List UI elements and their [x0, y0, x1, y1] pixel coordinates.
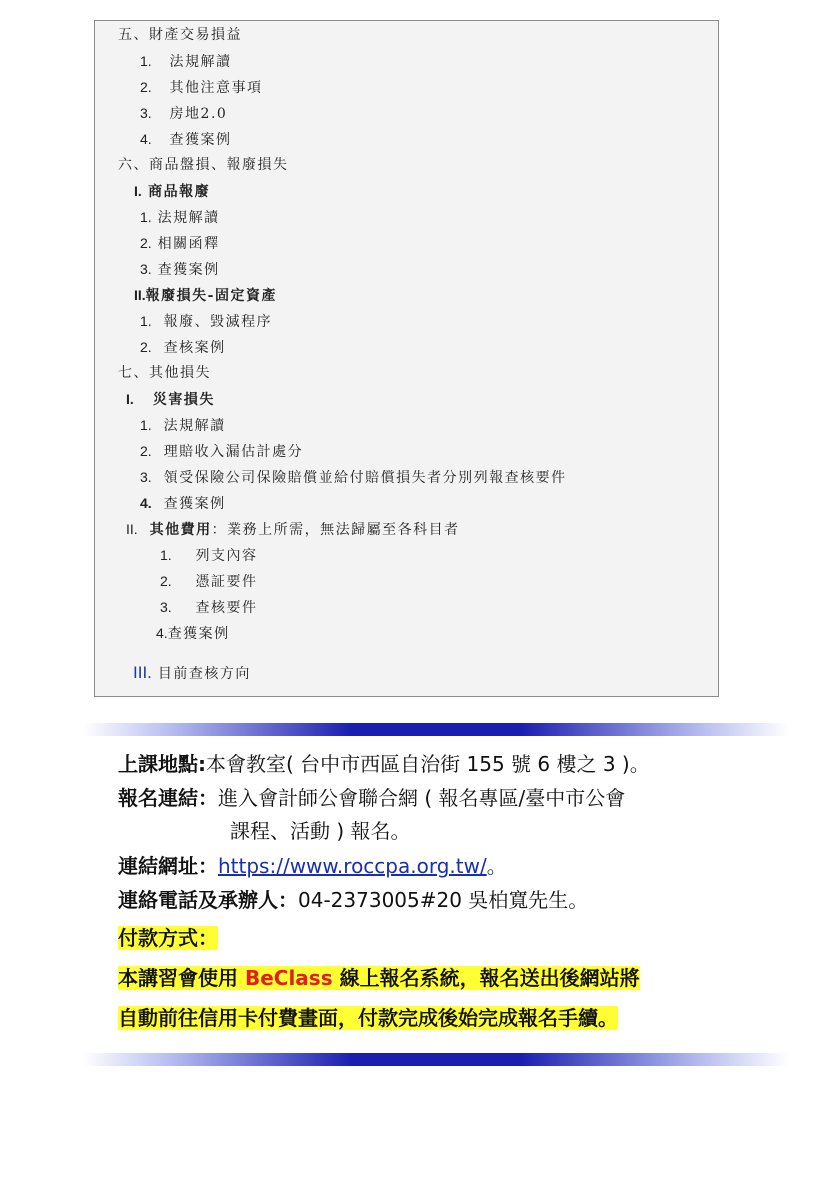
location-label: 上課地點:: [118, 752, 206, 776]
list-item: 1. 列支內容: [160, 547, 258, 564]
subsection-heading: I. 商品報廢: [134, 183, 211, 200]
list-item: 4. 查獲案例: [140, 131, 232, 148]
signup-label: 報名連結：: [118, 786, 218, 810]
payment-line-2: 自動前往信用卡付費畫面，付款完成後始完成報名手續。: [118, 1006, 618, 1030]
subsection-heading: III. 目前查核方向: [133, 663, 251, 682]
payment-label: 付款方式：: [118, 926, 218, 950]
url-label: 連結網址：: [118, 854, 218, 878]
section-5-title: 五、財產交易損益: [118, 27, 242, 43]
list-item: 2. 理賠收入漏估計處分: [140, 443, 304, 460]
contact-line: [118, 888, 588, 912]
list-item: 4.查獲案例: [156, 625, 230, 642]
phone-label: 連絡電話及承辦人：: [118, 888, 298, 912]
list-item: 1. 法規解讀: [140, 53, 232, 70]
location-line: [118, 752, 650, 776]
list-item: 2. 憑証要件: [160, 573, 258, 590]
divider-bar-top: [83, 723, 789, 736]
list-item: 2. 其他注意事項: [140, 79, 263, 96]
beclass-brand: BeClass: [244, 966, 333, 990]
signup-line: [118, 786, 625, 810]
subsection-heading: I. 災害損失: [126, 391, 215, 408]
list-item: 2. 查核案例: [140, 339, 226, 356]
location-value: 本會教室( 台中市西區自治街 155 號 6 樓之 3 )。: [206, 752, 650, 776]
list-item: 3. 查獲案例: [140, 261, 220, 278]
subsection-heading: II.報廢損失-固定資產: [134, 287, 277, 304]
list-item: 1. 報廢、毀滅程序: [140, 313, 273, 330]
list-item: 3. 房地2.0: [140, 105, 228, 122]
signup-line-2: 課程、活動 ) 報名。: [230, 819, 411, 843]
section-7-title: 七、其他損失: [118, 365, 211, 381]
phone-value: 04-2373005#20 吳柏寬先生。: [298, 888, 589, 912]
divider-bar-bottom: [83, 1053, 789, 1066]
list-item: 1. 法規解讀: [140, 417, 226, 434]
section-6-title: 六、商品盤損、報廢損失: [118, 157, 289, 173]
signup-value: 進入會計師公會聯合網 ( 報名專區/臺中市公會: [218, 786, 626, 810]
payment-line-1: 本講習會使用 BeClass 線上報名系統，報名送出後網站將: [118, 966, 640, 990]
subsection-heading: II. 其他費用：業務上所需，無法歸屬至各科目者: [126, 521, 460, 538]
roccpa-link[interactable]: https://www.roccpa.org.tw/: [218, 854, 487, 878]
list-item: 1. 法規解讀: [140, 209, 220, 226]
list-item: 3. 查核要件: [160, 599, 258, 616]
list-item: 2. 相關函釋: [140, 235, 220, 252]
url-line: 連結網址：https://www.roccpa.org.tw/。: [118, 854, 507, 878]
payment-label-line: [118, 926, 218, 950]
list-item: 4. 查獲案例: [140, 495, 226, 512]
list-item: 3. 領受保險公司保險賠償並給付賠償損失者分別列報查核要件: [140, 469, 567, 486]
